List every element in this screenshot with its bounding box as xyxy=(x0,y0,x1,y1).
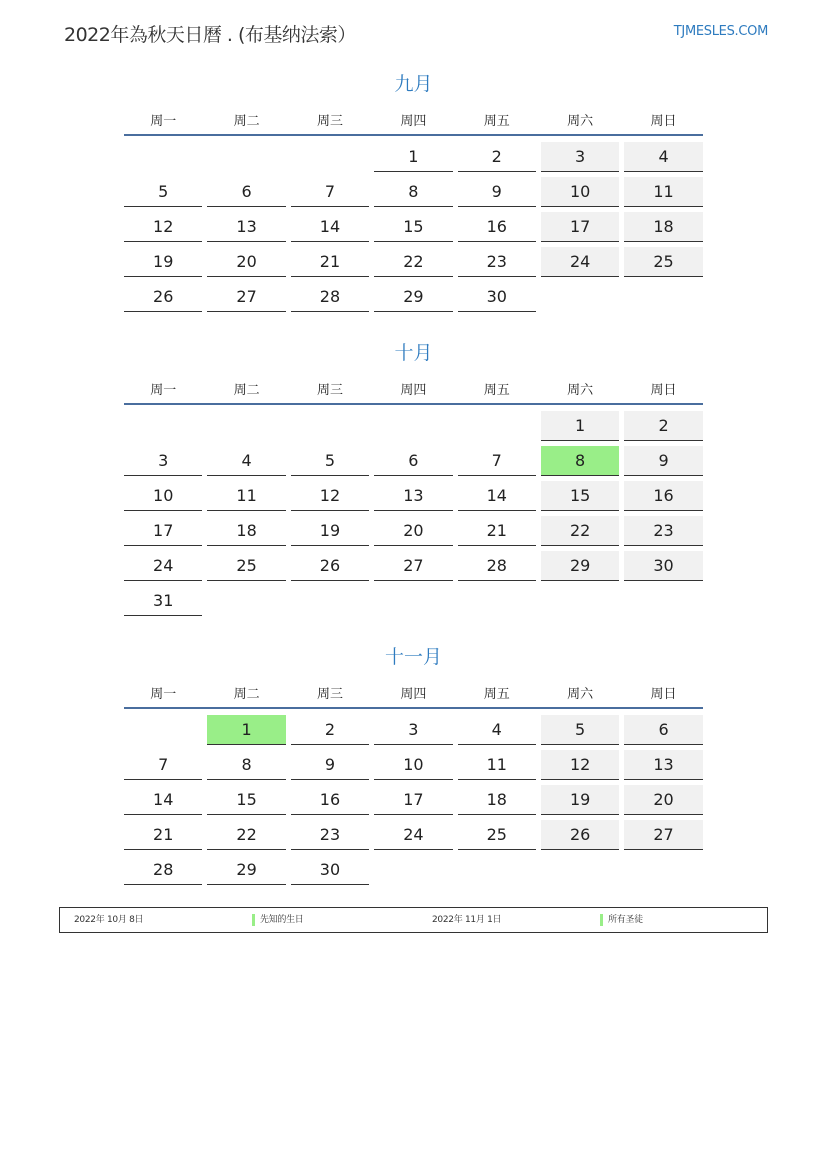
day-cell[interactable]: 25 xyxy=(458,820,536,850)
month-september xyxy=(124,70,703,312)
day-cell[interactable]: 25 xyxy=(624,247,702,277)
weekday-label: 周四 xyxy=(400,686,427,702)
day-cell[interactable]: 27 xyxy=(374,551,452,581)
day-cell[interactable]: 28 xyxy=(291,282,369,312)
day-cell[interactable]: 8 xyxy=(207,750,285,780)
day-cell[interactable]: 9 xyxy=(291,750,369,780)
day-cell[interactable]: 17 xyxy=(124,516,202,546)
day-cell[interactable]: 23 xyxy=(291,820,369,850)
day-cell[interactable]: 4 xyxy=(458,715,536,745)
day-cell[interactable]: 10 xyxy=(541,177,619,207)
empty-day-cell xyxy=(124,715,202,745)
day-cell[interactable]: 21 xyxy=(291,247,369,277)
page-title: 2022年為秋天日曆 . (布基纳法索） xyxy=(64,24,356,46)
day-cell[interactable]: 21 xyxy=(458,516,536,546)
day-cell[interactable]: 26 xyxy=(124,282,202,312)
legend-holiday-name: 所有圣徒 xyxy=(608,915,643,925)
day-cell[interactable]: 12 xyxy=(291,481,369,511)
day-cell[interactable]: 13 xyxy=(207,212,285,242)
day-cell[interactable]: 28 xyxy=(124,855,202,885)
day-cell[interactable]: 30 xyxy=(458,282,536,312)
day-cell[interactable]: 19 xyxy=(124,247,202,277)
weekday-header xyxy=(124,104,703,136)
day-cell[interactable]: 22 xyxy=(207,820,285,850)
day-cell[interactable]: 11 xyxy=(458,750,536,780)
empty-day-cell xyxy=(291,411,369,441)
weekday-label: 周四 xyxy=(400,382,427,398)
day-grid xyxy=(124,411,703,616)
day-cell[interactable]: 2 xyxy=(624,411,702,441)
day-cell[interactable]: 13 xyxy=(624,750,702,780)
day-cell[interactable]: 15 xyxy=(207,785,285,815)
day-cell[interactable]: 24 xyxy=(541,247,619,277)
day-cell[interactable]: 3 xyxy=(374,715,452,745)
day-cell[interactable]: 31 xyxy=(124,586,202,616)
day-cell[interactable]: 7 xyxy=(124,750,202,780)
weekday-label: 周五 xyxy=(483,686,510,702)
empty-day-cell xyxy=(374,411,452,441)
day-cell[interactable]: 27 xyxy=(207,282,285,312)
day-cell[interactable]: 16 xyxy=(291,785,369,815)
weekday-label: 周日 xyxy=(650,382,677,398)
weekday-label: 周六 xyxy=(567,382,594,398)
empty-day-cell xyxy=(207,411,285,441)
day-grid xyxy=(124,142,703,312)
day-cell[interactable]: 18 xyxy=(624,212,702,242)
day-cell[interactable]: 1 xyxy=(374,142,452,172)
day-cell[interactable]: 3 xyxy=(541,142,619,172)
day-cell[interactable]: 4 xyxy=(624,142,702,172)
day-cell[interactable]: 13 xyxy=(374,481,452,511)
weekday-label: 周三 xyxy=(316,686,343,702)
weekday-label: 周三 xyxy=(316,382,343,398)
day-cell[interactable]: 5 xyxy=(124,177,202,207)
day-cell[interactable]: 29 xyxy=(374,282,452,312)
weekday-label: 周六 xyxy=(567,686,594,702)
weekday-label: 周一 xyxy=(150,382,177,398)
day-cell[interactable]: 12 xyxy=(124,212,202,242)
empty-day-cell xyxy=(291,142,369,172)
legend-holiday-name: 先知的生日 xyxy=(260,915,304,925)
weekday-label: 周五 xyxy=(483,113,510,129)
day-cell[interactable]: 12 xyxy=(541,750,619,780)
holiday-color-marker xyxy=(252,914,255,926)
month-title: 十一月 xyxy=(384,646,442,668)
day-cell[interactable]: 14 xyxy=(291,212,369,242)
weekday-header xyxy=(124,677,703,709)
day-cell[interactable]: 27 xyxy=(624,820,702,850)
day-cell[interactable]: 26 xyxy=(291,551,369,581)
day-cell[interactable]: 9 xyxy=(458,177,536,207)
day-cell[interactable]: 10 xyxy=(374,750,452,780)
day-cell[interactable]: 15 xyxy=(374,212,452,242)
day-cell[interactable]: 29 xyxy=(207,855,285,885)
day-cell[interactable]: 11 xyxy=(207,481,285,511)
holiday-day-cell[interactable]: 1 xyxy=(207,715,285,745)
weekday-label: 周三 xyxy=(316,113,343,129)
empty-day-cell xyxy=(458,411,536,441)
weekday-label: 周二 xyxy=(233,686,260,702)
day-cell[interactable]: 22 xyxy=(541,516,619,546)
day-cell[interactable]: 18 xyxy=(458,785,536,815)
day-cell[interactable]: 9 xyxy=(624,446,702,476)
day-cell[interactable]: 29 xyxy=(541,551,619,581)
month-october xyxy=(124,339,703,616)
brand-link[interactable]: TJMESLES.COM xyxy=(673,24,768,39)
weekday-label: 周六 xyxy=(567,113,594,129)
day-cell[interactable]: 14 xyxy=(124,785,202,815)
day-cell[interactable]: 21 xyxy=(124,820,202,850)
day-cell[interactable]: 7 xyxy=(458,446,536,476)
day-cell[interactable]: 19 xyxy=(541,785,619,815)
day-cell[interactable]: 20 xyxy=(624,785,702,815)
day-cell[interactable]: 26 xyxy=(541,820,619,850)
weekday-label: 周二 xyxy=(233,113,260,129)
holiday-legend xyxy=(59,907,768,933)
empty-day-cell xyxy=(124,142,202,172)
day-cell[interactable]: 3 xyxy=(124,446,202,476)
day-cell[interactable]: 10 xyxy=(124,481,202,511)
month-november xyxy=(124,643,703,885)
weekday-label: 周一 xyxy=(150,686,177,702)
legend-date: 2022年 10月 8日 xyxy=(74,915,144,925)
holiday-color-marker xyxy=(600,914,603,926)
weekday-header xyxy=(124,373,703,405)
day-cell[interactable]: 14 xyxy=(458,481,536,511)
weekday-label: 周日 xyxy=(650,113,677,129)
day-cell[interactable]: 18 xyxy=(207,516,285,546)
day-cell[interactable]: 6 xyxy=(374,446,452,476)
day-cell[interactable]: 23 xyxy=(624,516,702,546)
day-cell[interactable]: 19 xyxy=(291,516,369,546)
day-cell[interactable]: 23 xyxy=(458,247,536,277)
empty-day-cell xyxy=(124,411,202,441)
day-cell[interactable]: 2 xyxy=(458,142,536,172)
day-cell[interactable]: 4 xyxy=(207,446,285,476)
month-title: 九月 xyxy=(394,73,433,95)
holiday-day-cell[interactable]: 8 xyxy=(541,446,619,476)
weekday-label: 周二 xyxy=(233,382,260,398)
day-cell[interactable]: 11 xyxy=(624,177,702,207)
weekday-label: 周五 xyxy=(483,382,510,398)
day-cell[interactable]: 7 xyxy=(291,177,369,207)
day-cell[interactable]: 1 xyxy=(541,411,619,441)
empty-day-cell xyxy=(207,142,285,172)
day-cell[interactable]: 6 xyxy=(624,715,702,745)
day-cell[interactable]: 30 xyxy=(291,855,369,885)
weekday-label: 周四 xyxy=(400,113,427,129)
day-cell[interactable]: 20 xyxy=(207,247,285,277)
day-cell[interactable]: 30 xyxy=(624,551,702,581)
day-cell[interactable]: 5 xyxy=(541,715,619,745)
day-cell[interactable]: 2 xyxy=(291,715,369,745)
day-cell[interactable]: 8 xyxy=(374,177,452,207)
weekday-label: 周日 xyxy=(650,686,677,702)
month-title: 十月 xyxy=(394,342,433,364)
day-cell[interactable]: 24 xyxy=(124,551,202,581)
day-cell[interactable]: 17 xyxy=(541,212,619,242)
day-cell[interactable]: 28 xyxy=(458,551,536,581)
day-cell[interactable]: 24 xyxy=(374,820,452,850)
day-cell[interactable]: 25 xyxy=(207,551,285,581)
day-cell[interactable]: 17 xyxy=(374,785,452,815)
day-cell[interactable]: 16 xyxy=(624,481,702,511)
weekday-label: 周一 xyxy=(150,113,177,129)
day-cell[interactable]: 5 xyxy=(291,446,369,476)
day-grid xyxy=(124,715,703,885)
day-cell[interactable]: 15 xyxy=(541,481,619,511)
day-cell[interactable]: 6 xyxy=(207,177,285,207)
legend-date: 2022年 11月 1日 xyxy=(432,915,502,925)
day-cell[interactable]: 16 xyxy=(458,212,536,242)
day-cell[interactable]: 20 xyxy=(374,516,452,546)
day-cell[interactable]: 22 xyxy=(374,247,452,277)
